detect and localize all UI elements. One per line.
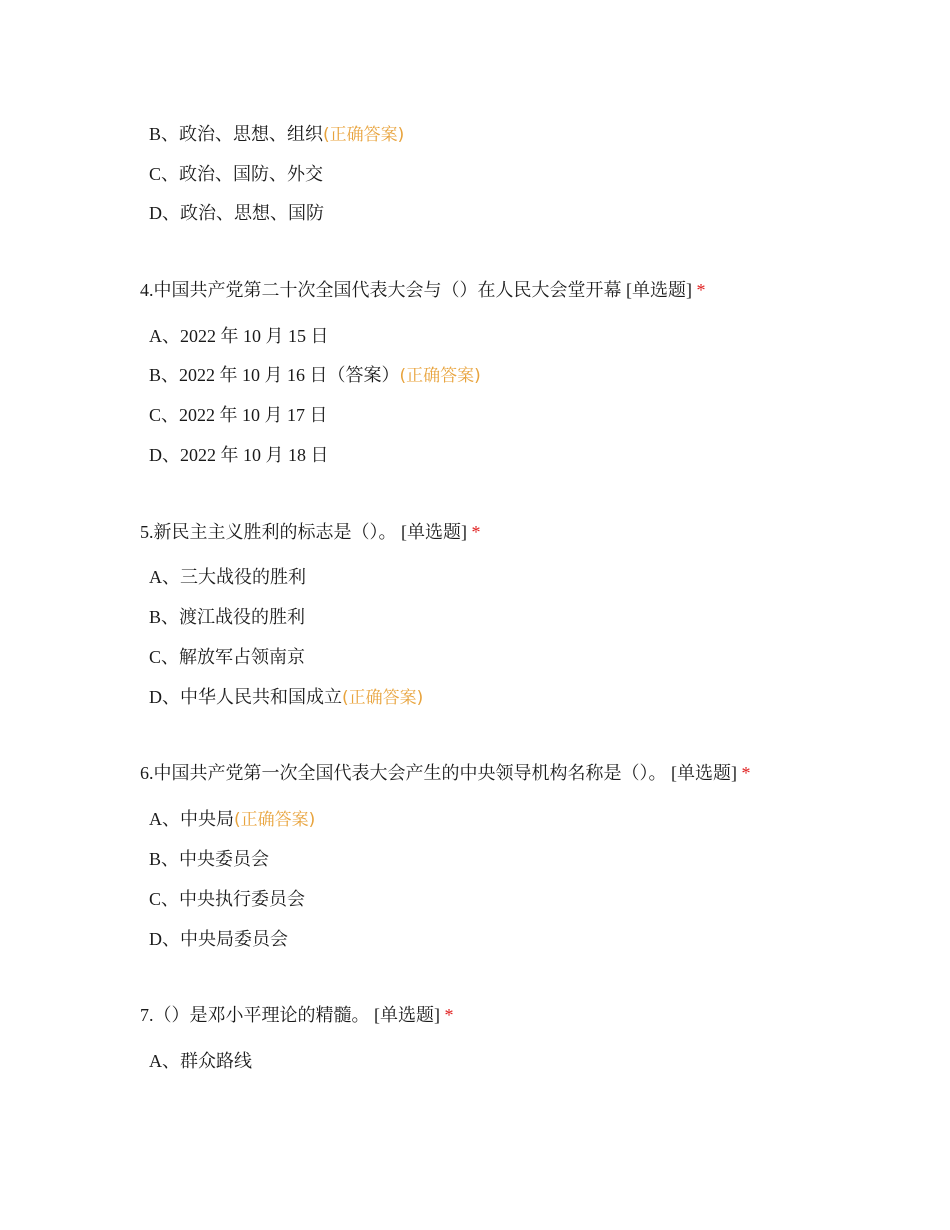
- option-4a: [149, 324, 329, 348]
- option-4d: [149, 443, 329, 467]
- option-5b: [149, 605, 305, 629]
- question-7-title: [140, 1003, 454, 1027]
- question-text: 7.（）是邓小平理论的精髓。 [单选题]: [140, 1005, 445, 1025]
- option-text: C、政治、国防、外交: [149, 164, 324, 184]
- required-mark: *: [471, 522, 481, 542]
- correct-answer-tag: (正确答案): [234, 810, 316, 830]
- option-5c: [149, 645, 305, 669]
- option-text: B、中央委员会: [149, 849, 270, 869]
- question-5-title: [140, 520, 481, 544]
- option-text: C、2022 年 10 月 17 日: [149, 405, 328, 425]
- correct-answer-tag: (正确答案): [342, 688, 424, 708]
- option-6a: [149, 807, 315, 832]
- option-text: D、政治、思想、国防: [149, 203, 324, 223]
- option-6c: [149, 887, 305, 911]
- option-text: C、解放军占领南京: [149, 647, 306, 667]
- question-4-title: [140, 278, 706, 302]
- required-mark: *: [741, 763, 751, 783]
- required-mark: *: [444, 1005, 454, 1025]
- correct-answer-tag: (正确答案): [399, 366, 481, 386]
- option-text: C、中央执行委员会: [149, 889, 306, 909]
- option-text: B、2022 年 10 月 16 日（答案）: [149, 365, 400, 385]
- option-3b: [149, 122, 404, 147]
- option-3c: [149, 162, 323, 186]
- option-text: A、2022 年 10 月 15 日: [149, 326, 329, 346]
- option-text: A、三大战役的胜利: [149, 567, 306, 587]
- option-text: B、政治、思想、组织: [149, 124, 324, 144]
- option-4c: [149, 403, 328, 427]
- option-5d: [149, 685, 423, 710]
- question-6-title: [140, 761, 751, 785]
- option-5a: [149, 565, 306, 589]
- required-mark: *: [696, 280, 706, 300]
- question-text: 4.中国共产党第二十次全国代表大会与（）在人民大会堂开幕 [单选题]: [140, 280, 697, 300]
- question-text: 5.新民主主义胜利的标志是（）。 [单选题]: [140, 522, 472, 542]
- option-text: D、中央局委员会: [149, 929, 288, 949]
- option-text: A、中央局: [149, 809, 234, 829]
- option-text: D、2022 年 10 月 18 日: [149, 445, 329, 465]
- option-7a: [149, 1049, 252, 1073]
- option-6b: [149, 847, 269, 871]
- option-4b: [149, 363, 481, 388]
- option-3d: [149, 201, 324, 225]
- question-text: 6.中国共产党第一次全国代表大会产生的中央领导机构名称是（）。 [单选题]: [140, 763, 742, 783]
- option-text: D、中华人民共和国成立: [149, 687, 342, 707]
- option-6d: [149, 927, 288, 951]
- option-text: B、渡江战役的胜利: [149, 607, 306, 627]
- option-text: A、群众路线: [149, 1051, 252, 1071]
- correct-answer-tag: (正确答案): [323, 125, 405, 145]
